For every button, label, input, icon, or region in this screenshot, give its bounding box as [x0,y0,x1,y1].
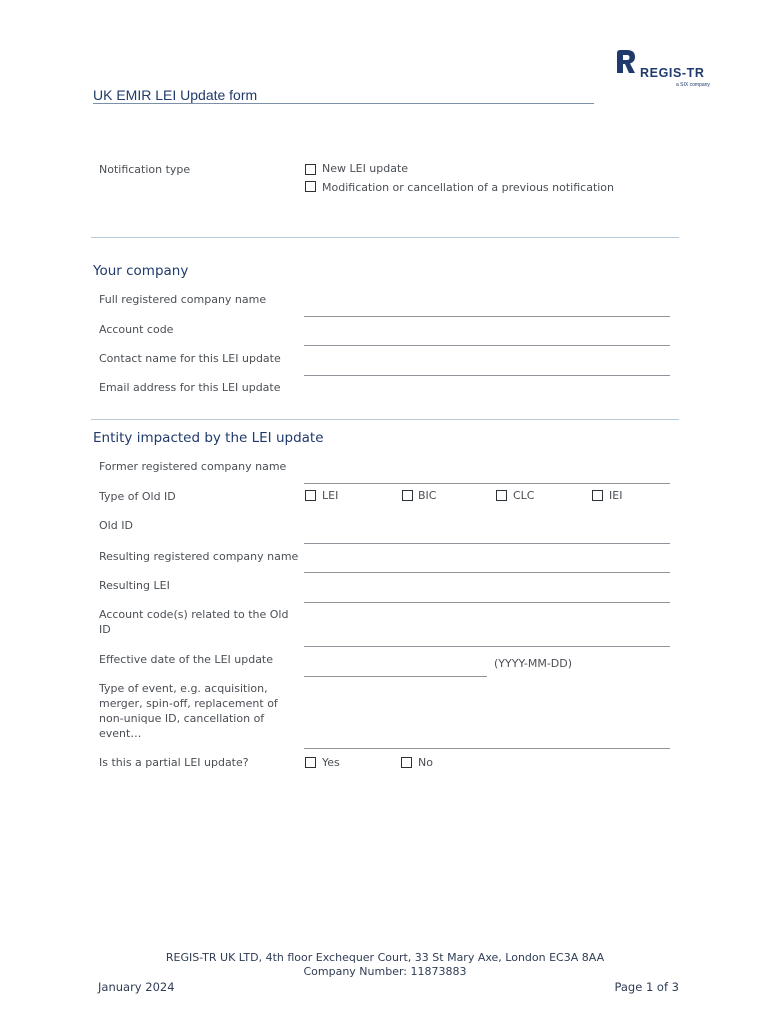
bic-checkbox[interactable] [402,490,413,501]
clc-checkbox[interactable] [496,490,507,501]
type-of-event-label [99,681,278,741]
footer-company-number: Company Number: 11873883 [303,965,467,978]
type-of-event-label-line: Type of event, e.g. acquisition, [99,682,268,695]
account-codes-label-line: ID [99,623,111,636]
lei-checkbox[interactable] [305,490,316,501]
partial-no-checkbox[interactable] [401,757,412,768]
effective-date-label: Effective date of the LEI update [99,653,274,666]
account-code-label: Account code [99,323,174,336]
account-codes-label [99,607,288,637]
footer-page-number: Page 1 of 3 [614,980,679,994]
type-of-event-label-line: event… [99,727,142,740]
section-divider [91,419,679,420]
type-of-old-id-label: Type of Old ID [99,490,176,503]
resulting-company-name-field[interactable] [304,572,670,573]
former-company-name-field[interactable] [304,483,670,484]
contact-name-label: Contact name for this LEI update [99,352,281,365]
regis-tr-mark-icon [613,49,637,75]
effective-date-field[interactable] [304,676,487,677]
form-title: UK EMIR LEI Update form [93,87,258,103]
old-id-label: Old ID [99,519,133,532]
resulting-company-name-label: Resulting registered company name [99,550,299,563]
new-lei-update-label: New LEI update [322,162,409,175]
old-id-field[interactable] [304,543,670,544]
footer-date: January 2024 [98,980,175,994]
footer-address: REGIS-TR UK LTD, 4th floor Exchequer Court, 33 St Mary Axe, London EC3A 8AA [165,951,605,964]
entity-impacted-heading: Entity impacted by the LEI update [93,430,324,446]
bic-option-label: BIC [418,489,437,502]
full-company-name-field[interactable] [304,316,670,317]
new-lei-update-checkbox[interactable] [305,164,316,175]
date-format-hint: (YYYY-MM-DD) [494,657,573,670]
clc-option-label: CLC [513,489,535,502]
email-address-field[interactable] [304,380,670,396]
account-codes-field[interactable] [304,646,670,647]
type-of-event-label-line: non-unique ID, cancellation of [99,712,265,725]
logo-tagline: a SIX company [676,82,710,88]
regis-tr-logo [612,48,722,92]
resulting-lei-field[interactable] [304,602,670,603]
iei-checkbox[interactable] [592,490,603,501]
section-divider [91,237,679,238]
partial-yes-label: Yes [322,756,340,769]
contact-name-field[interactable] [304,375,670,376]
notification-type-label: Notification type [99,163,191,176]
account-codes-label-line: Account code(s) related to the Old [99,608,289,621]
type-of-event-label-line: merger, spin-off, replacement of [99,697,278,710]
type-of-event-field[interactable] [304,748,670,749]
iei-option-label: IEI [609,489,623,502]
your-company-heading: Your company [93,263,189,279]
account-code-field[interactable] [304,345,670,346]
title-underline [93,103,594,104]
lei-option-label: LEI [322,489,339,502]
modification-cancellation-label: Modification or cancellation of a previous notification [322,181,615,194]
former-company-name-label: Former registered company name [99,460,287,473]
full-company-name-label: Full registered company name [99,293,267,306]
partial-no-label: No [418,756,433,769]
partial-yes-checkbox[interactable] [305,757,316,768]
modification-cancellation-checkbox[interactable] [305,181,316,192]
logo-brand: REGIS-TR [640,66,705,80]
email-address-label: Email address for this LEI update [99,381,281,394]
partial-lei-update-label: Is this a partial LEI update? [99,756,249,769]
resulting-lei-label: Resulting LEI [99,579,170,592]
